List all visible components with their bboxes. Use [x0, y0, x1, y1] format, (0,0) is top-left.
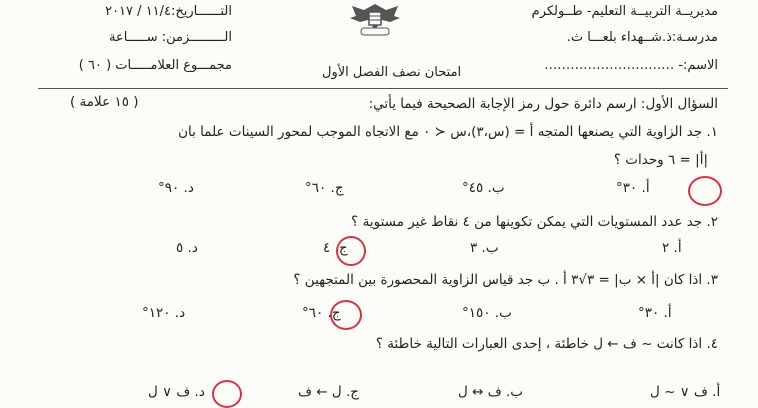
q2-option-c[interactable]: ج. ٤: [323, 240, 348, 256]
time-line: الـــــــــزمن: ســـــاعة: [108, 30, 232, 45]
header-divider: [38, 88, 728, 89]
q1-option-b[interactable]: ب. ٤٥°: [462, 180, 505, 196]
directorate-line: مديريــة التربيــة التعليم- طــولكرم: [531, 4, 718, 19]
question-1-text-line2: |أ| = ٦ وحدات ؟: [613, 152, 708, 168]
q1-answer-circle: [688, 176, 722, 206]
q3-answer-circle: [330, 300, 362, 330]
question-4-text: ٤. اذا كانت ~ ف ← ل خاطئة ، إحدى العبارات التالية خاطئة ؟: [375, 336, 718, 352]
section-title: السؤال الأول: ارسم دائرة حول رمز الإجابة الصحيحة فيما يأتي:: [368, 96, 718, 112]
q4-answer-circle: [212, 380, 242, 408]
exam-title: امتحان نصف الفصل الأول: [322, 65, 462, 80]
q4-option-d[interactable]: د. ف ∨ ل: [148, 384, 205, 400]
student-name-line: [544, 58, 718, 73]
q1-option-a[interactable]: أ. ٣٠°: [616, 180, 650, 196]
q2-option-d[interactable]: د. ٥: [176, 240, 198, 256]
question-2-text: ٢. جد عدد المستويات التي يمكن تكوينها من ٤ نقاط غير مستوية ؟: [351, 214, 718, 230]
q3-option-c[interactable]: ج. ٦٠°: [302, 305, 341, 321]
q4-option-c[interactable]: ج. ل ← ف: [298, 384, 359, 400]
q2-option-b[interactable]: ب. ٣: [470, 240, 499, 256]
date-line: التــــــاريخ:١١/٤ / ٢٠١٧: [105, 4, 232, 19]
q4-option-b[interactable]: ب. ف ↔ ل: [458, 384, 523, 400]
palestine-eagle-emblem-icon: [342, 0, 408, 36]
q2-answer-circle: [336, 236, 366, 266]
q3-option-d[interactable]: د. ١٢٠°: [142, 305, 186, 321]
name-label: الاسم:-: [678, 58, 718, 73]
q3-option-b[interactable]: ب. ١٥٠°: [462, 305, 512, 321]
q1-option-c[interactable]: ج. ٦٠°: [305, 180, 344, 196]
q4-option-a[interactable]: أ. ف ∨ ~ ل: [650, 384, 721, 400]
q1-option-d[interactable]: د. ٩٠°: [158, 180, 194, 196]
q3-option-a[interactable]: أ. ٣٠°: [638, 305, 672, 321]
q2-option-a[interactable]: أ. ٢: [662, 240, 682, 256]
question-3-text: ٣. اذا كان |أ × ب| = ٣√٣ أ . ب جد قياس الزاوية المحصورة بين المتجهين ؟: [293, 272, 718, 288]
section-marks: ( ١٥ علامة ): [70, 94, 139, 110]
question-1-text: ١. جد الزاوية التي يصنعها المتجه أ = (س،٣)،س ≺ ٠ مع الاتجاه الموجب لمحور السينات علما بان: [178, 124, 718, 140]
name-blank: …………………………: [544, 58, 675, 73]
total-marks-line: مجمـــوع العلامـــــات ( ٦٠ ): [78, 58, 232, 73]
school-line: مدرسـة:ذ.شــهداء بلعـــا ث.: [566, 30, 718, 45]
